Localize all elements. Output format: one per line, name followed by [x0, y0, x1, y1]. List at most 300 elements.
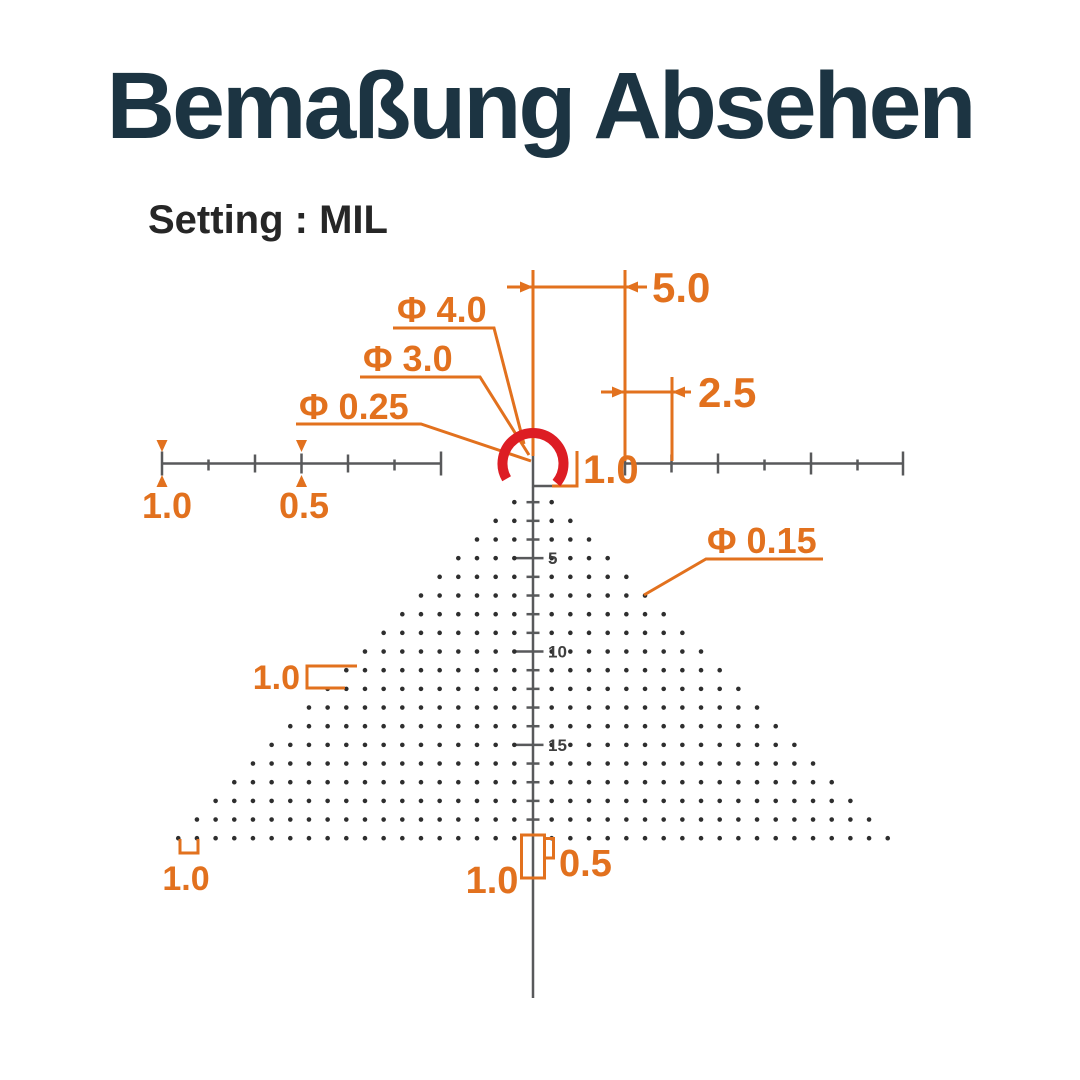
tree-dot: [232, 817, 237, 822]
tree-dot: [699, 668, 704, 673]
dot-gap-bracket: [180, 839, 198, 853]
tree-dot: [773, 817, 778, 822]
tree-dot: [269, 743, 274, 748]
tree-dot: [512, 537, 517, 542]
label-post-width: 1.0: [465, 860, 519, 902]
tree-dot: [643, 761, 648, 766]
tree-dot: [717, 743, 722, 748]
tree-dot: [381, 724, 386, 729]
tree-dot: [512, 575, 517, 580]
tree-dot: [736, 687, 741, 692]
tree-dot: [680, 743, 685, 748]
tree-dot: [456, 631, 461, 636]
tree-dot: [475, 799, 480, 804]
tree-dot: [419, 817, 424, 822]
tree-dot: [400, 761, 405, 766]
tree-dot: [325, 724, 330, 729]
tree-dot: [867, 817, 872, 822]
arrow-icon: [612, 387, 625, 398]
tree-dot: [344, 668, 349, 673]
tree-dot: [568, 817, 573, 822]
tree-dot: [307, 799, 312, 804]
tree-dot: [307, 705, 312, 710]
tree-dot: [717, 724, 722, 729]
tree-dot: [437, 743, 442, 748]
label-ring-gap: 1.0: [583, 448, 639, 492]
tree-dot: [288, 743, 293, 748]
tree-dot: [811, 836, 816, 841]
tree-dot: [381, 780, 386, 785]
tree-dot: [437, 575, 442, 580]
tree-dot: [512, 724, 517, 729]
tree-dot: [736, 836, 741, 841]
tree-dot: [307, 836, 312, 841]
tree-dot: [456, 705, 461, 710]
tree-dot: [811, 761, 816, 766]
tree-dot: [493, 724, 498, 729]
tree-dot: [829, 780, 834, 785]
tree-dot: [568, 612, 573, 617]
tree-dot: [661, 612, 666, 617]
tree-dot: [680, 668, 685, 673]
tree-dot: [755, 780, 760, 785]
label-ring-outer-diameter: Φ 4.0: [397, 289, 487, 330]
tree-dot: [437, 724, 442, 729]
tree-dot: [680, 799, 685, 804]
tree-dot: [549, 687, 554, 692]
tree-dot: [568, 780, 573, 785]
tree-dot: [736, 780, 741, 785]
tree-dot: [475, 724, 480, 729]
tree-dot: [400, 612, 405, 617]
tree-dot: [456, 687, 461, 692]
tree-dot: [325, 836, 330, 841]
tree-dot: [587, 687, 592, 692]
tree-dot: [419, 705, 424, 710]
tree-dot: [717, 780, 722, 785]
tree-dot: [400, 817, 405, 822]
tree-dot: [792, 836, 797, 841]
tree-dot: [363, 743, 368, 748]
tree-dot: [587, 743, 592, 748]
tree-dot: [736, 724, 741, 729]
tree-dot: [680, 631, 685, 636]
tree-dot: [475, 612, 480, 617]
tree-dot: [605, 593, 610, 598]
tree-dot: [867, 836, 872, 841]
tree-dot: [419, 780, 424, 785]
tree-dot: [568, 687, 573, 692]
row-gap-bracket: [307, 666, 357, 688]
tree-dot: [624, 593, 629, 598]
label-center-line-width: Φ 0.25: [299, 386, 409, 427]
tree-dot: [717, 668, 722, 673]
tree-dot: [587, 799, 592, 804]
tree-dot: [848, 799, 853, 804]
tree-dot: [792, 817, 797, 822]
tree-dot: [307, 780, 312, 785]
tree-dot: [437, 761, 442, 766]
tree-dot: [661, 705, 666, 710]
tree-dot: [419, 724, 424, 729]
tree-dot: [624, 780, 629, 785]
tree-dot: [643, 799, 648, 804]
tree-dot: [325, 817, 330, 822]
tree-dot: [493, 649, 498, 654]
tree-dot: [419, 612, 424, 617]
tree-dot: [699, 649, 704, 654]
tree-dot: [400, 724, 405, 729]
tree-dot: [400, 743, 405, 748]
tree-dot: [232, 780, 237, 785]
label-dot-diameter: Φ 0.15: [707, 520, 817, 561]
tree-dot: [661, 668, 666, 673]
tree-dot: [456, 649, 461, 654]
tree-dot: [381, 817, 386, 822]
tree-dot: [493, 575, 498, 580]
tree-dot: [381, 649, 386, 654]
tree-dot: [680, 687, 685, 692]
tree-dot: [568, 649, 573, 654]
tree-dot: [549, 631, 554, 636]
tree-dot: [400, 687, 405, 692]
tree-dot: [605, 575, 610, 580]
tree-dot: [400, 668, 405, 673]
tree-dot: [437, 836, 442, 841]
tree-dot: [456, 743, 461, 748]
tree-dot: [232, 836, 237, 841]
tree-dot: [213, 836, 218, 841]
tree-dot: [493, 687, 498, 692]
tree-dot: [344, 817, 349, 822]
tree-dot: [680, 817, 685, 822]
tree-dot: [549, 780, 554, 785]
tree-dot: [475, 575, 480, 580]
tree-dot: [512, 817, 517, 822]
label-post-step: 0.5: [559, 843, 612, 885]
label-ring-inner-diameter: Φ 3.0: [363, 338, 453, 379]
tree-dot: [213, 799, 218, 804]
label-tree-row-gap: 1.0: [252, 659, 300, 697]
tree-dot: [624, 817, 629, 822]
tree-dot: [381, 836, 386, 841]
tree-dot: [493, 836, 498, 841]
tree-dot: [587, 724, 592, 729]
tree-dot: [437, 612, 442, 617]
tree-dot: [437, 687, 442, 692]
tree-dot: [549, 612, 554, 617]
tree-dot: [251, 836, 256, 841]
tree-dot: [699, 724, 704, 729]
tree-dot: [493, 761, 498, 766]
tree-dot: [381, 668, 386, 673]
tree-dot: [587, 761, 592, 766]
tree-dot: [773, 799, 778, 804]
tree-dot: [419, 743, 424, 748]
tree-dot: [363, 724, 368, 729]
arrow-icon: [625, 282, 638, 293]
tree-dot: [344, 836, 349, 841]
tree-dot: [437, 780, 442, 785]
tree-dot: [661, 799, 666, 804]
tree-dot: [773, 724, 778, 729]
tree-dot: [624, 724, 629, 729]
tree-dot: [829, 817, 834, 822]
tree-dot: [493, 780, 498, 785]
label-ruler-half: 0.5: [278, 485, 330, 526]
tree-dot: [288, 761, 293, 766]
tree-dot: [232, 799, 237, 804]
leader-phi-0-25: [296, 424, 531, 461]
tree-dot: [381, 799, 386, 804]
tree-dot: [363, 761, 368, 766]
tree-dot: [736, 817, 741, 822]
tree-dot: [363, 836, 368, 841]
tree-dot: [755, 724, 760, 729]
tree-dot: [717, 705, 722, 710]
tree-dot: [568, 556, 573, 561]
tree-dot: [587, 817, 592, 822]
tree-dot: [419, 799, 424, 804]
tree-dot: [512, 743, 517, 748]
tree-dot: [400, 780, 405, 785]
tree-dot: [325, 743, 330, 748]
tree-dot: [811, 799, 816, 804]
tree-dot: [680, 836, 685, 841]
tree-dot: [680, 724, 685, 729]
tree-dot: [773, 743, 778, 748]
tree-dot: [456, 724, 461, 729]
tree-dot: [475, 817, 480, 822]
tree-dot: [605, 836, 610, 841]
tree-dot: [493, 519, 498, 524]
tree-dot: [605, 649, 610, 654]
tree-dot: [699, 836, 704, 841]
tree-dot: [325, 761, 330, 766]
tree-dot: [288, 799, 293, 804]
stadia-number: 10: [548, 642, 567, 662]
tree-dot: [475, 836, 480, 841]
tree-dot: [456, 593, 461, 598]
tree-dot: [475, 649, 480, 654]
tree-dot: [307, 743, 312, 748]
tree-dot: [456, 575, 461, 580]
tree-dot: [773, 836, 778, 841]
tree-dot: [587, 556, 592, 561]
tree-dot: [643, 780, 648, 785]
tree-dot: [419, 836, 424, 841]
tree-dot: [755, 705, 760, 710]
tree-dot: [288, 780, 293, 785]
tree-dot: [587, 836, 592, 841]
tree-dot: [419, 761, 424, 766]
tree-dot: [512, 687, 517, 692]
tree-dot: [605, 668, 610, 673]
tree-dot: [512, 761, 517, 766]
tree-dot: [680, 780, 685, 785]
tree-dot: [736, 743, 741, 748]
tree-dot: [568, 537, 573, 542]
tree-dot: [680, 649, 685, 654]
tree-dot: [773, 780, 778, 785]
tree-dot: [437, 799, 442, 804]
tree-dot: [363, 668, 368, 673]
tree-dot: [643, 649, 648, 654]
tree-dot: [549, 500, 554, 505]
tree-dot: [493, 817, 498, 822]
tree-dot: [493, 556, 498, 561]
tree-dot: [605, 743, 610, 748]
tree-dot: [456, 817, 461, 822]
tree-dot: [325, 799, 330, 804]
tree-dot: [605, 687, 610, 692]
tree-dot: [251, 780, 256, 785]
tree-dot: [288, 836, 293, 841]
stadia-number: 15: [548, 735, 567, 755]
tree-dot: [493, 799, 498, 804]
tree-dot: [829, 836, 834, 841]
tree-dot: [475, 556, 480, 561]
tree-dot: [699, 799, 704, 804]
tree-dot: [344, 724, 349, 729]
tree-dot: [773, 761, 778, 766]
tree-dot: [512, 556, 517, 561]
tree-dot: [549, 799, 554, 804]
tree-dot: [419, 593, 424, 598]
tree-dot: [269, 836, 274, 841]
tree-dot: [699, 743, 704, 748]
tree-dot: [437, 668, 442, 673]
tree-dot: [605, 817, 610, 822]
tree-dot: [624, 649, 629, 654]
tree-dot: [811, 780, 816, 785]
leader-phi-0-15: [644, 559, 823, 595]
stadia-tick-marks: [514, 502, 544, 819]
tree-dot: [643, 668, 648, 673]
tree-dot: [568, 631, 573, 636]
tree-dot: [493, 668, 498, 673]
tree-dot: [587, 612, 592, 617]
tree-dot: [344, 780, 349, 785]
label-ruler-major: 1.0: [141, 485, 193, 526]
tree-dot: [848, 836, 853, 841]
tree-dot: [885, 836, 890, 841]
tree-dot: [363, 799, 368, 804]
tree-dot: [643, 743, 648, 748]
tree-dot: [717, 687, 722, 692]
stadia-number: 5: [548, 549, 558, 569]
tree-dot: [549, 705, 554, 710]
tree-dot: [699, 780, 704, 785]
tree-dot: [624, 761, 629, 766]
tree-dot: [363, 780, 368, 785]
tree-dot: [717, 817, 722, 822]
tree-dot: [381, 631, 386, 636]
tree-dot: [344, 799, 349, 804]
tree-dot: [699, 705, 704, 710]
tree-dot: [568, 724, 573, 729]
tree-dot: [475, 743, 480, 748]
tree-dot: [624, 575, 629, 580]
tree-dot: [587, 780, 592, 785]
tree-dot: [381, 687, 386, 692]
tree-dot: [419, 668, 424, 673]
tree-dot: [512, 668, 517, 673]
tree-dot: [568, 761, 573, 766]
tree-dot: [549, 724, 554, 729]
tree-dot: [512, 500, 517, 505]
tree-dot: [568, 575, 573, 580]
tree-dot: [400, 649, 405, 654]
tree-dot: [605, 780, 610, 785]
tree-dot: [475, 761, 480, 766]
tree-dot: [643, 631, 648, 636]
tree-dot: [381, 705, 386, 710]
tree-dot: [792, 799, 797, 804]
tree-dot: [493, 612, 498, 617]
tree-dot: [512, 612, 517, 617]
tree-dot: [624, 687, 629, 692]
tree-dot: [643, 817, 648, 822]
tree-dot: [587, 668, 592, 673]
tree-dot: [699, 687, 704, 692]
tree-dot: [587, 575, 592, 580]
tree-dot: [755, 743, 760, 748]
tree-dot: [624, 705, 629, 710]
tree-dot: [251, 761, 256, 766]
tree-dot: [549, 593, 554, 598]
tree-dot: [437, 631, 442, 636]
dim-label-inner-width: 2.5: [698, 369, 757, 416]
tree-dot: [363, 649, 368, 654]
tree-dot: [587, 705, 592, 710]
tree-dot: [307, 724, 312, 729]
tree-dot: [792, 743, 797, 748]
tree-dot: [549, 817, 554, 822]
tree-dot: [381, 743, 386, 748]
tree-dot: [493, 537, 498, 542]
tree-dot: [661, 724, 666, 729]
tree-dot: [213, 817, 218, 822]
tree-dot: [195, 817, 200, 822]
tree-dot: [456, 556, 461, 561]
tree-dot: [344, 705, 349, 710]
tree-dot: [605, 761, 610, 766]
tree-dot: [568, 668, 573, 673]
tree-dot: [661, 817, 666, 822]
tree-dot: [512, 593, 517, 598]
marker-triangle-icon: [296, 440, 307, 452]
tree-dot: [456, 836, 461, 841]
tree-dot: [512, 631, 517, 636]
tree-dot: [475, 537, 480, 542]
tree-dot: [400, 799, 405, 804]
tree-dot: [605, 799, 610, 804]
tree-dot: [643, 612, 648, 617]
tree-dot: [829, 799, 834, 804]
tree-dot: [624, 612, 629, 617]
tree-dot: [456, 799, 461, 804]
tree-dot: [568, 593, 573, 598]
label-tree-dot-gap: 1.0: [162, 860, 210, 898]
tree-dot: [587, 649, 592, 654]
tree-dot: [568, 836, 573, 841]
tree-dot: [363, 817, 368, 822]
tree-dot: [661, 687, 666, 692]
tree-dot: [512, 705, 517, 710]
tree-dot: [400, 705, 405, 710]
tree-dot: [512, 799, 517, 804]
